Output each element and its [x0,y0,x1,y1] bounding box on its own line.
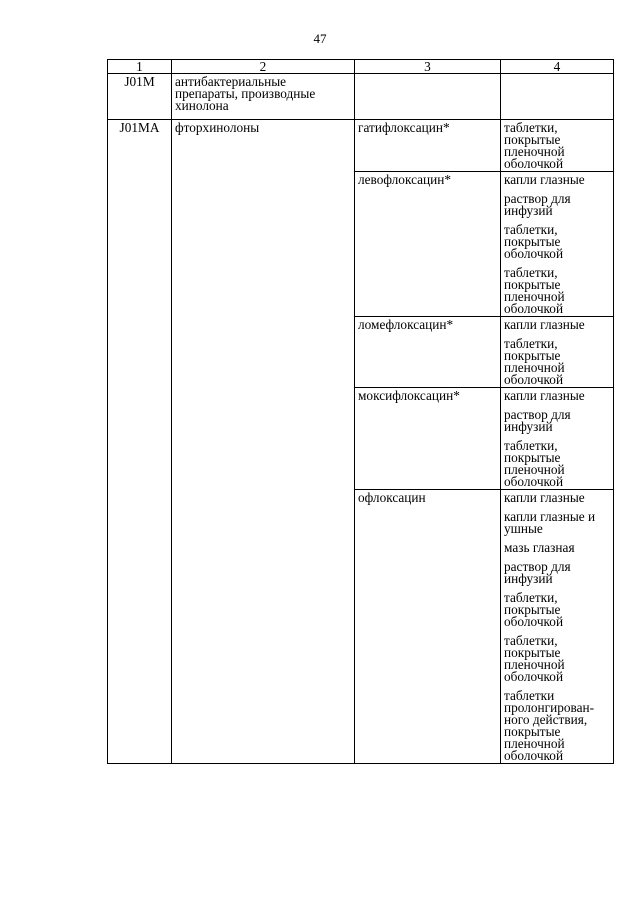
dosage-form-item: капли глазные [504,317,585,332]
empty-drug-cell [355,74,501,120]
dosage-form-item: таблетки, покрытые оболочкой [504,222,564,261]
drug-name-cell: ломефлоксацин* [355,317,501,388]
column-header-4: 4 [501,60,614,74]
dosage-forms-cell [501,172,614,317]
table-header-row [108,60,614,74]
dosage-form-item: капли глазные [504,388,585,403]
dosage-form-item: раствор для инфузий [504,559,571,586]
empty-form-cell [501,74,614,120]
dosage-form-item: таблетки, покрытые пленочной оболочкой [504,633,565,684]
dosage-form-item: раствор для инфузий [504,407,571,434]
dosage-form-item: капли глазные [504,172,585,187]
dosage-form-item: таблетки, покрытые пленочной оболочкой [504,120,565,171]
dosage-form-item: таблетки, покрытые оболочкой [504,590,564,629]
dosage-form-item: таблетки пролонгирован-ного действия, покрытые пленочной оболочкой [504,688,595,763]
atc-subgroup-name-cell: фторхинолоны [172,120,355,764]
atc-code-cell: J01M [108,74,172,120]
dosage-form-item: капли глазные [504,490,585,505]
drug-name-cell: моксифлоксацин* [355,388,501,490]
dosage-forms-cell [501,490,614,764]
column-header-3: 3 [355,60,501,74]
column-header-2: 2 [172,60,355,74]
drug-name-cell: левофлоксацин* [355,172,501,317]
dosage-forms-cell [501,317,614,388]
atc-group-name-cell: антибактериальные препараты, производные хинолона [172,74,355,120]
table-row [108,120,614,172]
dosage-forms-cell [501,120,614,172]
drug-table [107,59,614,764]
dosage-form-item: капли глазные и ушные [504,509,596,536]
dosage-form-item: таблетки, покрытые пленочной оболочкой [504,265,565,316]
atc-subgroup-code-cell: J01MA [108,120,172,764]
dosage-form-item: таблетки, покрытые пленочной оболочкой [504,336,565,387]
page-number: 47 [313,31,327,46]
dosage-forms-cell [501,388,614,490]
table-row-group [108,74,614,120]
drug-name-cell: офлоксацин [355,490,501,764]
dosage-form-item: таблетки, покрытые пленочной оболочкой [504,438,565,489]
dosage-form-item: раствор для инфузий [504,191,571,218]
drug-name-cell: гатифлоксацин* [355,120,501,172]
dosage-form-item: мазь глазная [504,540,575,555]
column-header-1: 1 [108,60,172,74]
